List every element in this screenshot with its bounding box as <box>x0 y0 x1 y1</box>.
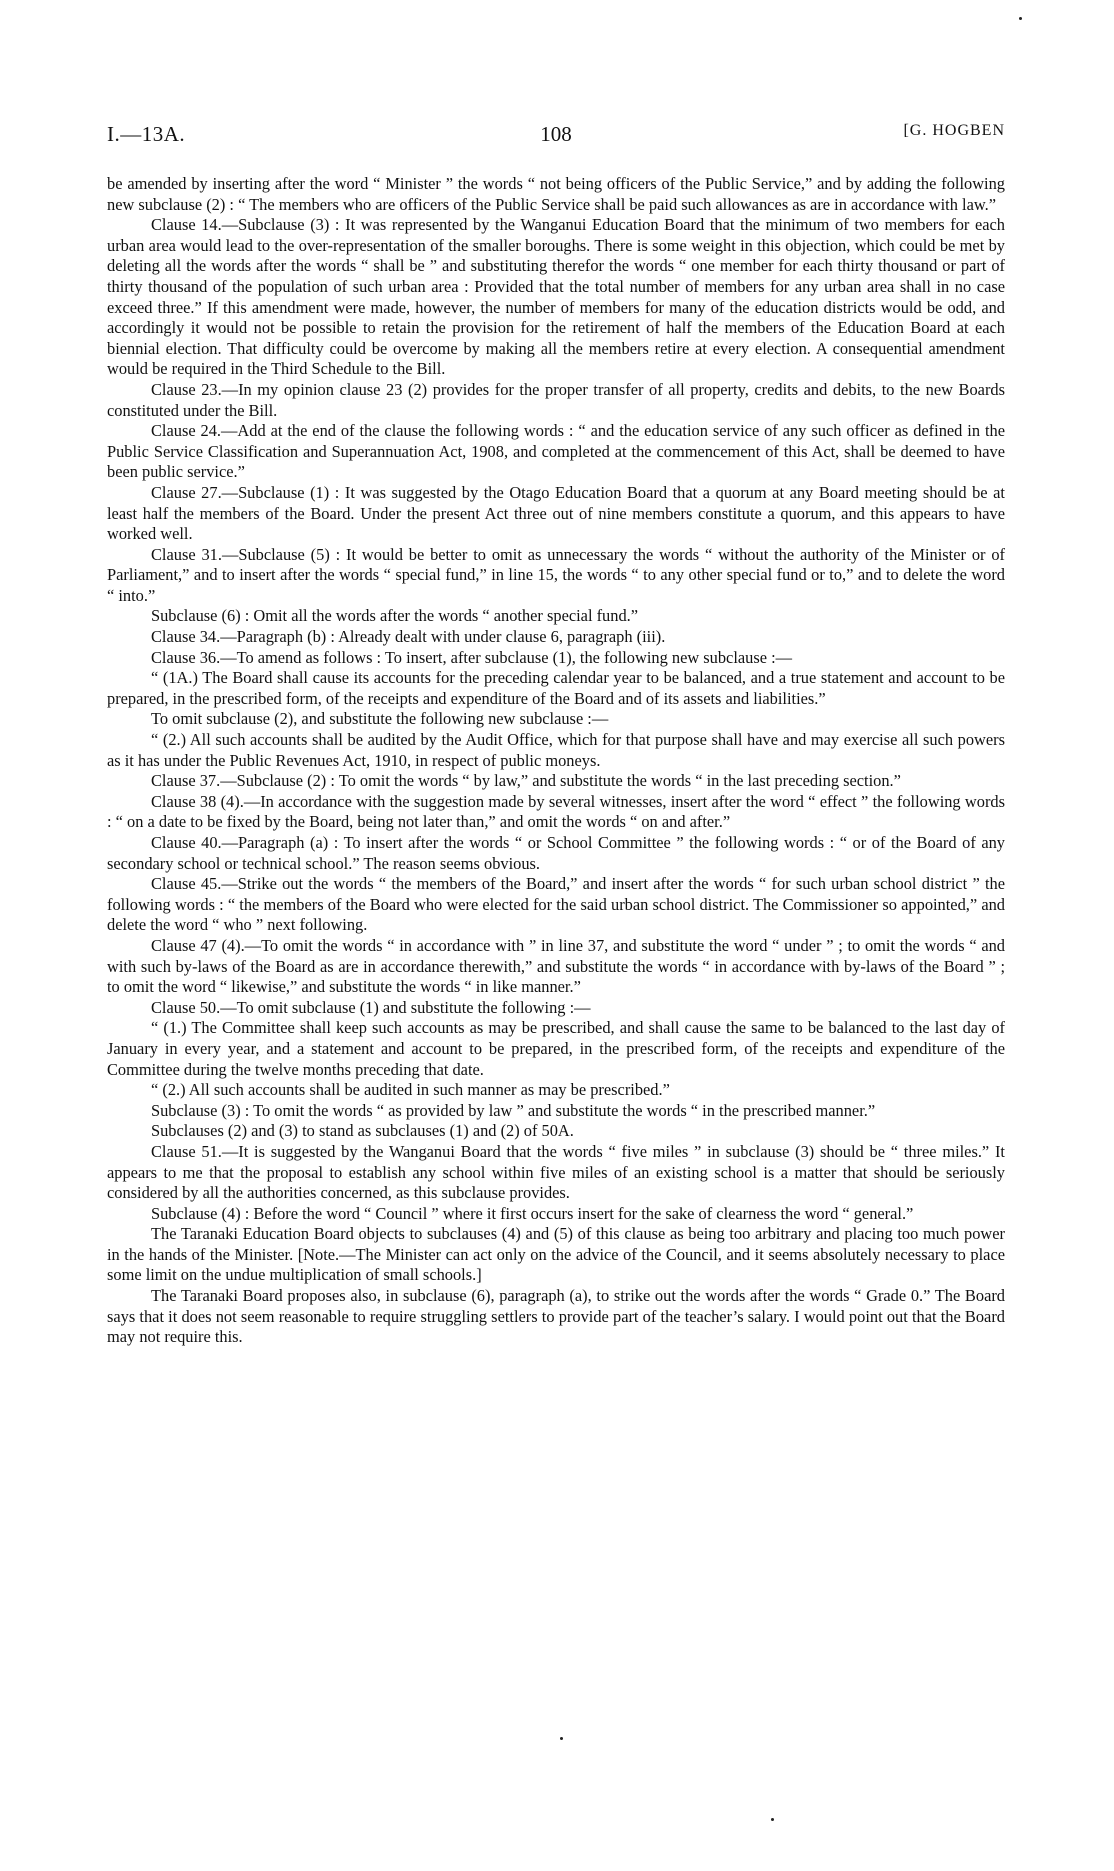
page-number: 108 <box>540 122 572 146</box>
paragraph: Clause 37.—Subclause (2) : To omit the words “ by law,” and substitute the words “ in the last preceding section.” <box>151 771 901 791</box>
paragraph: The Taranaki Education Board objects to subclauses (4) and (5) of this clause as being too arbitrary and placing too much power in the hands of the Minister. [Note.—The Minister can act only on the advice of the Council, and it seems absolutely necessary to place some limit on the undue multiplication of small schools.] <box>107 1224 1005 1285</box>
paragraph: Clause 36.—To amend as follows : To insert, after subclause (1), the following new subclause :— <box>151 647 793 667</box>
paragraph: Clause 51.—It is suggested by the Wanganui Board that the words “ five miles ” in subclause (3) should be “ three miles.” It appears to me that the proposal to establish any school within five miles of an existing school is a matter that should be seriously considered by all the authorities concerned, as this subclause provides. <box>107 1141 1005 1203</box>
paragraph: Clause 24.—Add at the end of the clause the following words : “ and the education service of any such officer as defined in the Public Service Classification and Superannuation Act, 1908, and completed at the commencement of this Act, shall be deemed to have been public service.” <box>107 421 1005 482</box>
paragraph: Subclause (3) : To omit the words “ as provided by law ” and substitute the words “ in the prescribed manner.” <box>151 1100 876 1120</box>
paragraph: Clause 23.—In my opinion clause 23 (2) provides for the proper transfer of all property, credits and debits, to the new Boards constituted under the Bill. <box>107 379 1005 420</box>
paragraph: “ (2.) All such accounts shall be audited by the Audit Office, which for that purpose shall have and may exercise all such powers as it has under the Public Revenues Act, 1910, in respect of public moneys. <box>107 730 1005 770</box>
paragraph: The Taranaki Board proposes also, in subclause (6), paragraph (a), to strike out the words after the words “ Grade 0.” The Board says that it does not seem reasonable to require struggling settlers to provide part of the teacher’s salary. I would point out that the Board may not require this. <box>107 1286 1005 1347</box>
paragraph: Clause 47 (4).—To omit the words “ in accordance with ” in line 37, and substitute the word “ under ” ; to omit the words “ and with such by-laws of the Board as are in accordance therewith,” and substitute the words “ in accordance with by-laws of the Board ” ; to omit the word “ likewise,” and substitute the words “ in like manner.” <box>107 935 1005 997</box>
paragraph: “ (1.) The Committee shall keep such accounts as may be prescribed, and shall cause the same to be balanced to the last day of January in every year, and a statement and account to be prepared, in the prescribed form, of the receipts and expenditure of the Committee during the twelve months preceding that date. <box>107 1018 1005 1079</box>
speck-mark <box>560 1737 563 1740</box>
paragraph: Clause 34.—Paragraph (b) : Already dealt with under clause 6, paragraph (iii). <box>151 627 666 647</box>
paragraph: Subclauses (2) and (3) to stand as subclauses (1) and (2) of 50A. <box>151 1121 574 1141</box>
paragraph: Clause 38 (4).—In accordance with the suggestion made by several witnesses, insert after the word “ effect ” the following words : “ on a date to be fixed by the Board, being not later than,” and omit the words “ on and after.” <box>107 791 1005 832</box>
paragraph: Clause 27.—Subclause (1) : It was suggested by the Otago Education Board that a quorum at any Board meeting should be at least half the members of the Board. Under the present Act three out of nine members constitute a quorum, and this appears to have worked well. <box>107 482 1005 544</box>
paragraph: “ (1A.) The Board shall cause its accounts for the preceding calendar year to be balanced, and a true statement and account to be prepared, in the prescribed form, of the receipts and expenditure of the Board and of its assets and liabilities.” <box>107 668 1005 708</box>
paragraph: Clause 14.—Subclause (3) : It was represented by the Wanganui Education Board that the minimum of two members for each urban area would lead to the over-representation of the smaller boroughs. There is some weight in this objection, which could be met by deleting all the words after the words “ shall be ” and substituting therefor the words “ one member for each thirty thousand or part of thirty thousand of the population of such urban area : Provided that the total number of members for any urban area shall in no case exceed three.” If this amendment were made, however, the number of members for many of the education districts would be odd, and accordingly it would not be possible to retain the provision for the retirement of half the members of the Education Board at each biennial election. That difficulty could be overcome by making all the members retire at every election. A consequential amendment would be required in the Third Schedule to the Bill. <box>107 215 1005 379</box>
paragraph: be amended by inserting after the word “ Minister ” the words “ not being officers of the Public Service,” and by adding the following new subclause (2) : “ The members who are officers of the Public Service shall be paid such allowances as are in accordance with law.” <box>107 174 1005 214</box>
paragraph: To omit subclause (2), and substitute the following new subclause :— <box>151 709 609 729</box>
witness-name: [G. HOGBEN <box>903 122 1005 139</box>
paragraph: Clause 50.—To omit subclause (1) and substitute the following :— <box>151 997 591 1017</box>
paragraph: Clause 40.—Paragraph (a) : To insert after the words “ or School Committee ” the following words : “ or of the Board of any secondary school or technical school.” The reason seems obvious. <box>107 833 1005 873</box>
page-header <box>107 122 1005 152</box>
paragraph: Clause 31.—Subclause (5) : It would be better to omit as unnecessary the words “ without the authority of the Minister or of Parliament,” and to insert after the words “ special fund,” in line 15, the words “ to any other special fund or to,” and to delete the word “ into.” <box>107 544 1005 605</box>
speck-mark <box>1019 17 1022 20</box>
paragraph: “ (2.) All such accounts shall be audited in such manner as may be prescribed.” <box>151 1080 670 1100</box>
paragraph: Subclause (6) : Omit all the words after the words “ another special fund.” <box>151 606 639 626</box>
paragraph: Subclause (4) : Before the word “ Council ” where it first occurs insert for the sake of clearness the word “ general.” <box>151 1203 914 1223</box>
paragraph: Clause 45.—Strike out the words “ the members of the Board,” and insert after the words “ for such urban school district ” the following words : “ the members of the Board who were elected for the said urban school district. The Commissioner so appointed,” and delete the word “ who ” next following. <box>107 874 1005 935</box>
speck-mark <box>771 1818 774 1821</box>
body-text <box>107 174 1005 1348</box>
document-reference: I.—13A. <box>107 122 186 146</box>
